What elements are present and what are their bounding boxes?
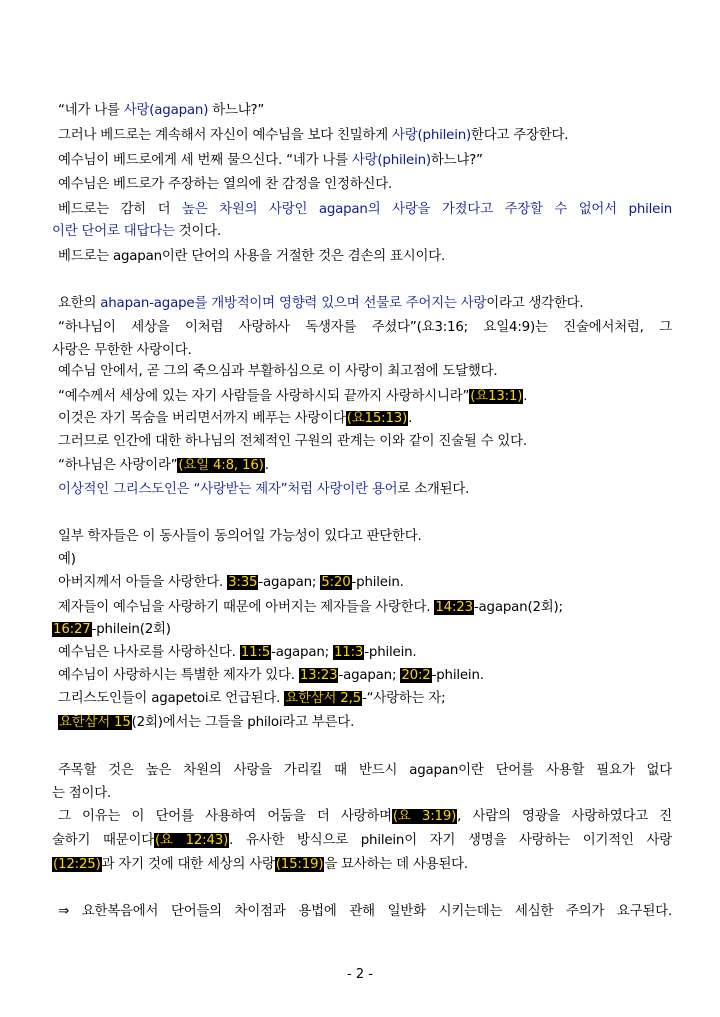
- emphasized-text: 이상적인 그리스도인은 “사랑받는 제자”처럼 사랑이란 용어: [58, 482, 398, 497]
- text-span: 예수님은 베드로가 주장하는 열의에 찬 감정을 인정하신다.: [58, 177, 393, 192]
- text-line: [58, 361, 672, 383]
- highlighted-reference: 14:23: [435, 600, 473, 615]
- emphasized-text: ahapan-agape를 개방적이며 영향력 있으며 선물로 주어지는 사랑: [100, 296, 487, 311]
- text-span: 예수님이 베드로에게 세 번째 물으신다. “네가 나를: [58, 153, 352, 168]
- emphasized-text: 사랑(agapan): [123, 103, 209, 118]
- text-line: [52, 619, 672, 641]
- text-span: -“사랑하는 자;: [361, 691, 446, 706]
- text-line: [58, 408, 672, 430]
- text-span: “예수께서 세상에 있는 자기 사람들을 사랑하시되 끝까지 사랑하시니라”: [58, 389, 470, 404]
- highlighted-reference: (요 12:43): [154, 833, 229, 848]
- highlighted-reference: 20:2: [401, 668, 431, 683]
- text-span: 과 자기 것에 대한 세상의 사랑: [101, 857, 275, 872]
- highlighted-reference: (요15:13): [346, 411, 408, 426]
- text-line: [58, 549, 672, 571]
- text-span: 예수님이 사랑하시는 특별한 제자가 있다.: [58, 668, 299, 683]
- text-span: 베드로는 감히 더: [58, 202, 183, 217]
- emphasized-text: 사랑(philein): [392, 128, 472, 143]
- text-span: -agapan;: [258, 575, 321, 590]
- highlighted-reference: 5:20: [321, 575, 351, 590]
- text-span: -agapan;: [338, 668, 401, 683]
- highlighted-reference: 요한삼서 15: [59, 715, 131, 730]
- text-span: 예수님은 나사로를 사랑하신다.: [58, 645, 240, 660]
- text-span: -agapan;: [271, 645, 333, 660]
- text-span: -agapan(2회);: [473, 600, 563, 615]
- text-span: .: [523, 389, 528, 404]
- text-line: [58, 125, 672, 147]
- text-span: “하나님은 사랑이라”: [58, 458, 178, 473]
- text-span: ⇒ 요한복음에서 단어들의 차이점과 용법에 관해 일반화 시키는데는 세심한 주의가 요구된다.: [58, 904, 672, 919]
- text-span: (2회)에서는 그들을 philoi라고 부른다.: [131, 715, 355, 730]
- text-span: .: [264, 458, 269, 473]
- text-span: 는 점이다.: [52, 786, 112, 801]
- text-line: [52, 340, 672, 362]
- text-span: 술하기 때문이다: [52, 833, 154, 848]
- highlighted-reference: (요13:1): [470, 389, 523, 404]
- text-line: [52, 854, 672, 876]
- text-span: 예): [58, 552, 76, 567]
- text-span: 주목할 것은 높은 차원의 사랑을 가리킬 때 반드시 agapan이란 단어를 사용할 필요가 없다: [58, 763, 672, 778]
- emphasized-text: 높은 차원의 사랑인 agapan의 사랑을 가졌다고 주장할 수 없어서 philein: [182, 202, 672, 217]
- text-span: 을 묘사하는 데 사용된다.: [324, 857, 468, 872]
- text-line: [58, 150, 672, 172]
- text-span: 그 이유는 이 단어를 사용하여 어둠을 더 사랑하며: [58, 809, 392, 824]
- highlighted-reference: (요일 4:8, 16): [178, 458, 264, 473]
- text-line: [58, 455, 672, 477]
- highlighted-reference: 요한삼서 2,5: [285, 691, 361, 706]
- text-line: [52, 221, 672, 243]
- text-line: [58, 479, 672, 501]
- text-line: [58, 174, 672, 196]
- text-span: 그러나 베드로는 계속해서 자신이 예수님을 보다 친밀하게: [58, 128, 393, 143]
- text-line: [52, 830, 672, 852]
- text-span: 것이다.: [174, 224, 222, 239]
- emphasized-text: 사랑(philein): [351, 153, 431, 168]
- text-line: [58, 760, 672, 782]
- text-line: [58, 293, 672, 315]
- text-span: 하느냐?”: [208, 103, 265, 118]
- highlighted-reference: 11:5: [240, 645, 271, 660]
- text-line: [58, 317, 672, 339]
- text-line: [58, 665, 672, 687]
- text-span: -philein(2회): [91, 622, 171, 637]
- text-span: “네가 나를: [58, 103, 124, 118]
- page-number: - 2 -: [347, 967, 373, 982]
- highlighted-reference: 11:3: [333, 645, 364, 660]
- text-span: , 사람의 영광을 사랑하였다고 진: [457, 809, 672, 824]
- text-line: [58, 386, 672, 408]
- text-line: [58, 431, 672, 453]
- text-span: 한다고 주장한다.: [471, 128, 569, 143]
- highlighted-reference: (15:19): [275, 857, 324, 872]
- text-span: 사랑은 무한한 사랑이다.: [52, 343, 192, 358]
- text-span: “하나님이 세상을 이처럼 사랑하사 독생자를 주셨다”(요3:16; 요일4:9)는 진술에서처럼, 그: [58, 320, 672, 335]
- text-span: 그러므로 인간에 대한 하나님의 전체적인 구원의 관계는 이와 같이 진술될 수 있다.: [58, 434, 527, 449]
- text-span: 예수님 안에서, 곧 그의 죽으심과 부활하심으로 이 사랑이 최고점에 도달했다.: [58, 364, 498, 379]
- text-line: [58, 688, 672, 710]
- text-span: 그리스도인들이 agapetoi로 언급된다.: [58, 691, 285, 706]
- text-line: [58, 901, 672, 923]
- text-line: [58, 526, 672, 548]
- text-span: -philein.: [351, 575, 404, 590]
- text-span: 아버지께서 아들을 사랑한다.: [58, 575, 228, 590]
- text-line: [58, 806, 672, 828]
- text-span: 베드로는 agapan이란 단어의 사용을 거절한 것은 겸손의 표시이다.: [58, 249, 446, 264]
- text-span: 이것은 자기 목숨을 버리면서까지 베푸는 사랑이다: [58, 411, 346, 426]
- text-span: 일부 학자들은 이 동사들이 동의어일 가능성이 있다고 판단한다.: [58, 529, 422, 544]
- text-line: [58, 712, 672, 734]
- text-line: [58, 100, 672, 122]
- highlighted-reference: (요 3:19): [392, 809, 457, 824]
- text-line: [58, 597, 672, 619]
- text-line: [58, 246, 672, 268]
- text-span: 이라고 생각한다.: [486, 296, 584, 311]
- highlighted-reference: 3:35: [228, 575, 258, 590]
- highlighted-reference: (12:25): [53, 857, 101, 872]
- text-span: . 유사한 방식으로 philein이 자기 생명을 사랑하는 이기적인 사랑: [229, 833, 672, 848]
- text-line: [58, 642, 672, 664]
- text-span: -philein.: [364, 645, 417, 660]
- text-span: 요한의: [58, 296, 101, 311]
- emphasized-text: 이란 단어로 대답다는: [52, 224, 175, 239]
- text-span: .: [408, 411, 413, 426]
- highlighted-reference: 13:23: [299, 668, 338, 683]
- text-span: 하느냐?”: [430, 153, 483, 168]
- highlighted-reference: 16:27: [53, 622, 91, 637]
- text-span: -philein.: [431, 668, 484, 683]
- text-line: [52, 783, 672, 805]
- text-span: 제자들이 예수님을 사랑하기 때문에 아버지는 제자들을 사랑한다.: [58, 600, 435, 615]
- text-line: [58, 572, 672, 594]
- text-line: [58, 199, 672, 221]
- text-span: 로 소개된다.: [397, 482, 470, 497]
